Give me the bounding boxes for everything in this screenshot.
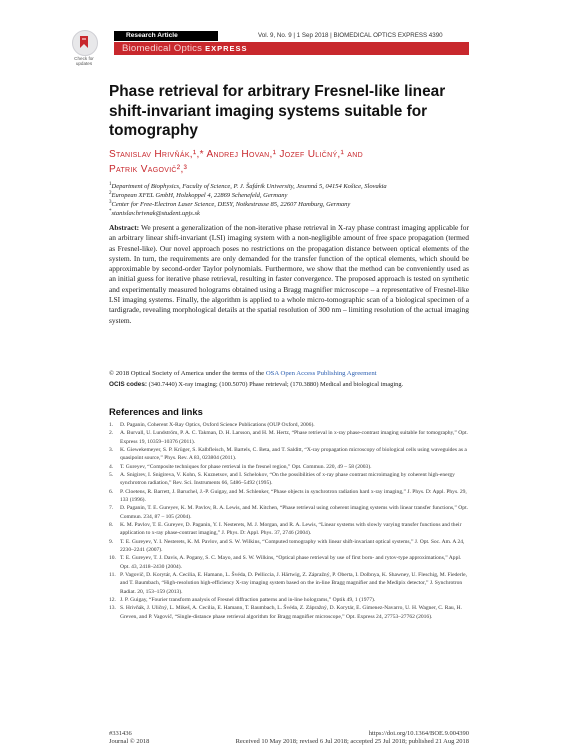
journal-name-main: Biomedical Optics	[122, 43, 203, 54]
abstract	[109, 223, 469, 326]
author-line-2: Patrik Vagovič²,³	[109, 164, 188, 175]
ocis-label: OCIS codes:	[109, 381, 147, 388]
reference-item	[109, 446, 469, 463]
reference-number: 7.	[109, 505, 114, 512]
reference-text: A. Burvall, U. Lundström, P. A. C. Takman, D. H. Larsson, and H. M. Hertz, “Phase retrieval in x-ray phase-contrast imaging suitable for tomography,” Opt. Express 19, 10359–10376 (2011).	[120, 430, 468, 445]
reference-text: T. E. Gureyev, Y. I. Nesterets, K. M. Pavlov, and S. W. Wilkins, “Computed tomography with linear shift-invariant optical systems,” J. Opt. Soc. Am. A 24, 2230–2241 (2007).	[120, 538, 465, 553]
copyright-notice: © 2018 Optical Society of America under the terms of the OSA Open Access Publishing Agreement	[109, 370, 377, 377]
reference-number: 1.	[109, 422, 114, 428]
reference-text: T. Gureyev, “Composite techniques for phase retrieval in the fresnel region,” Opt. Commun. 220, 49 – 58 (2003).	[120, 463, 372, 470]
publication-dates: Received 10 May 2018; revised 6 Jul 2018; accepted 25 Jul 2018; published 21 Aug 2018	[235, 738, 469, 745]
reference-item	[109, 604, 469, 621]
reference-text: P. Vagovič, D. Korytár, A. Cecilia, E. Hamann, L. Švéda, D. Pelliccia, J. Härtwig, Z. Zápražný, P. Oberta, I. Dolbnya, K. Shawney, U. Fleschig, M. Fiederle, and T. Baumbach, “High-resolution high-efficiency X-ray imaging system based on the in-line Bragg magnifier and the Medipix detector,” J. Synchrotron Radiat. 20, 153–159 (2013).	[120, 571, 468, 595]
reference-text: D. Paganin, T. E. Gureyev, K. M. Pavlov, R. A. Lewis, and M. Kitchen, “Phase retrieval using coherent imaging systems with linear transfer functions,” Opt. Commun. 234, 87 – 105 (2004).	[120, 505, 468, 520]
paper-title: Phase retrieval for arbitrary Fresnel-like linear shift-invariant imaging systems suitable for tomography	[109, 83, 446, 139]
reference-number: 5.	[109, 471, 114, 478]
reference-number: 13.	[109, 605, 116, 612]
reference-number: 3.	[109, 446, 114, 453]
check-for-updates-badge[interactable]	[66, 30, 102, 72]
reference-item	[109, 538, 469, 555]
ocis-text: (340.7440) X-ray imaging; (100.5070) Phase retrieval; (170.3880) Medical and biological imaging.	[148, 381, 404, 388]
reference-item	[109, 488, 469, 505]
reference-item	[109, 596, 469, 604]
article-id: #331436	[109, 730, 132, 737]
reference-item	[109, 463, 469, 471]
reference-number: 8.	[109, 521, 114, 528]
reference-text: A. Snigirev, I. Snigireva, V. Kohn, S. Kuznetsov, and I. Schelokov, “On the possibilities of x-ray phase contrast microimaging by coherent high-energy synchrotron radiation,” Rev. Sci. Instruments 66, 5486–5492 (1995).	[120, 471, 455, 487]
abstract-text: We present a generalization of the non-iterative phase retrieval in X-ray phase contrast imaging applicable for an arbitrary linear shift-invariant (LSI) imaging system with a non-negligible amount of free space propagation (termed as Fresnel-like). Our novel approach poses no restrictions on the propagation distance between optical elements of the system. In turn, the requirements are only demanded for the transfer function of the optical elements, which should be approximable by second-order Taylor polynomials. Furthermore, we show that the method can be conveniently used as an initial guess for iterative phase retrieval, resulting in faster convergence. The proposed approach is tested on synthetic and experimentally measured holograms obtained using a Bragg magnifier microscope – a representative of Fresnel-like LSI imaging systems. Finally, the algorithm is applied to a whole micro-tomographic scan of a biological specimen of a tardigrade, revealing morphological details at the spatial resolution of 300 nm – limiting resolution of the actual imaging system.	[109, 223, 469, 325]
reference-number: 4.	[109, 463, 114, 470]
abstract-label: Abstract:	[109, 223, 140, 232]
reference-text: K. Giewekemeyer, S. P. Krüger, S. Kalbfleisch, M. Bartels, C. Beta, and T. Salditt, “X-ray propagation microscopy of biological cells using waveguides as a quasipoint source,” Phys. Rev. A 83, 023804 (2011).	[120, 446, 467, 462]
journal-name	[122, 42, 248, 55]
affiliation: $^3$Center for Free-Electron Laser Science, DESY, Notkestrasse 85, 22607 Hamburg, Germany	[109, 200, 351, 209]
reference-text: J. P. Guigay, “Fourier transform analysis of Fresnel diffraction patterns and in-line holograms,” Optik 49, 1 (1977).	[120, 596, 376, 603]
reference-text: P. Cloetens, R. Barrett, J. Baruchel, J.-P. Guigay, and M. Schlenker, “Phase objects in synchrotron radiation hard x-ray imaging,” J. Phys. D: Appl. Phys. 29, 133 (1996).	[120, 488, 467, 503]
article-type-label: Research Article	[126, 32, 178, 39]
reference-number: 10.	[109, 555, 116, 562]
reference-item	[109, 471, 469, 488]
journal-name-express: EXPRESS	[205, 44, 248, 53]
reference-number: 2.	[109, 430, 114, 437]
ocis-codes	[109, 381, 469, 390]
reference-number: 11.	[109, 571, 116, 578]
badge-label: Check for updates	[74, 56, 94, 67]
reference-number: 6.	[109, 488, 114, 495]
corresponding-email[interactable]: *stanislav.hrivnak@student.upjs.sk	[109, 209, 200, 218]
reference-item	[109, 521, 469, 538]
reference-item	[109, 429, 469, 446]
reference-item	[109, 554, 469, 571]
bookmark-icon	[76, 34, 92, 50]
author-list	[109, 147, 469, 177]
reference-text: T. E. Gureyev, T. J. Davis, A. Pogany, S. C. Mayo, and S. W. Wilkins, “Optical phase retrieval by use of first born- and rytov-type approximations,” Appl. Opt. 43, 2418–2430 (2004).	[120, 555, 462, 570]
affiliation: $^1$Department of Biophysics, Faculty of Science, P. J. Šafárik University, Jesenná 5, 04154 Košice, Slovakia	[109, 182, 387, 191]
reference-text: S. Hrivňák, J. Uličný, L. Mikeš, A. Cecilia, E. Hamann, T. Baumbach, L. Švéda, Z. Zápražný, D. Korytár, E. Gimenez-Navarro, U. H. Wagner, C. Rau, H. Greven, and P. Vagovič, “Single-distance phase retrieval algorithm for Bragg magnifier microscope,” Opt. Express 24, 27753–27762 (2016).	[120, 605, 462, 620]
reference-number: 9.	[109, 538, 114, 545]
affiliation: $^2$European XFEL GmbH, Holzkoppel 4, 22869 Schenefeld, Germany	[109, 191, 288, 200]
author-line-1: Stanislav Hrivňák,¹,* Andrej Hovan,¹ Jozef Uličný,¹ and	[109, 149, 363, 160]
reference-list	[109, 421, 469, 621]
references-heading: References and links	[109, 406, 203, 417]
reference-text: K. M. Pavlov, T. E. Gureyev, D. Paganin, Y. I. Nesterets, M. J. Morgan, and R. A. Lewis, “Linear systems with slowly varying transfer functions and their application to x-ray phase-contrast imaging,” J. Phys. D: Appl. Phys. 37, 2746 (2004).	[120, 521, 462, 537]
open-access-link[interactable]: OSA Open Access Publishing Agreement	[265, 370, 377, 377]
reference-item	[109, 421, 469, 429]
volume-info: Vol. 9, No. 9 | 1 Sep 2018 | BIOMEDICAL OPTICS EXPRESS 4390	[258, 32, 443, 39]
reference-item	[109, 504, 469, 521]
reference-number: 12.	[109, 596, 116, 603]
reference-text: D. Paganin, Coherent X-Ray Optics, Oxford Science Publications (OUP Oxford, 2006).	[120, 422, 315, 428]
doi-link[interactable]: https://doi.org/10.1364/BOE.9.004390	[368, 730, 469, 737]
journal-copyright: Journal © 2018	[109, 738, 150, 745]
reference-item	[109, 571, 469, 596]
